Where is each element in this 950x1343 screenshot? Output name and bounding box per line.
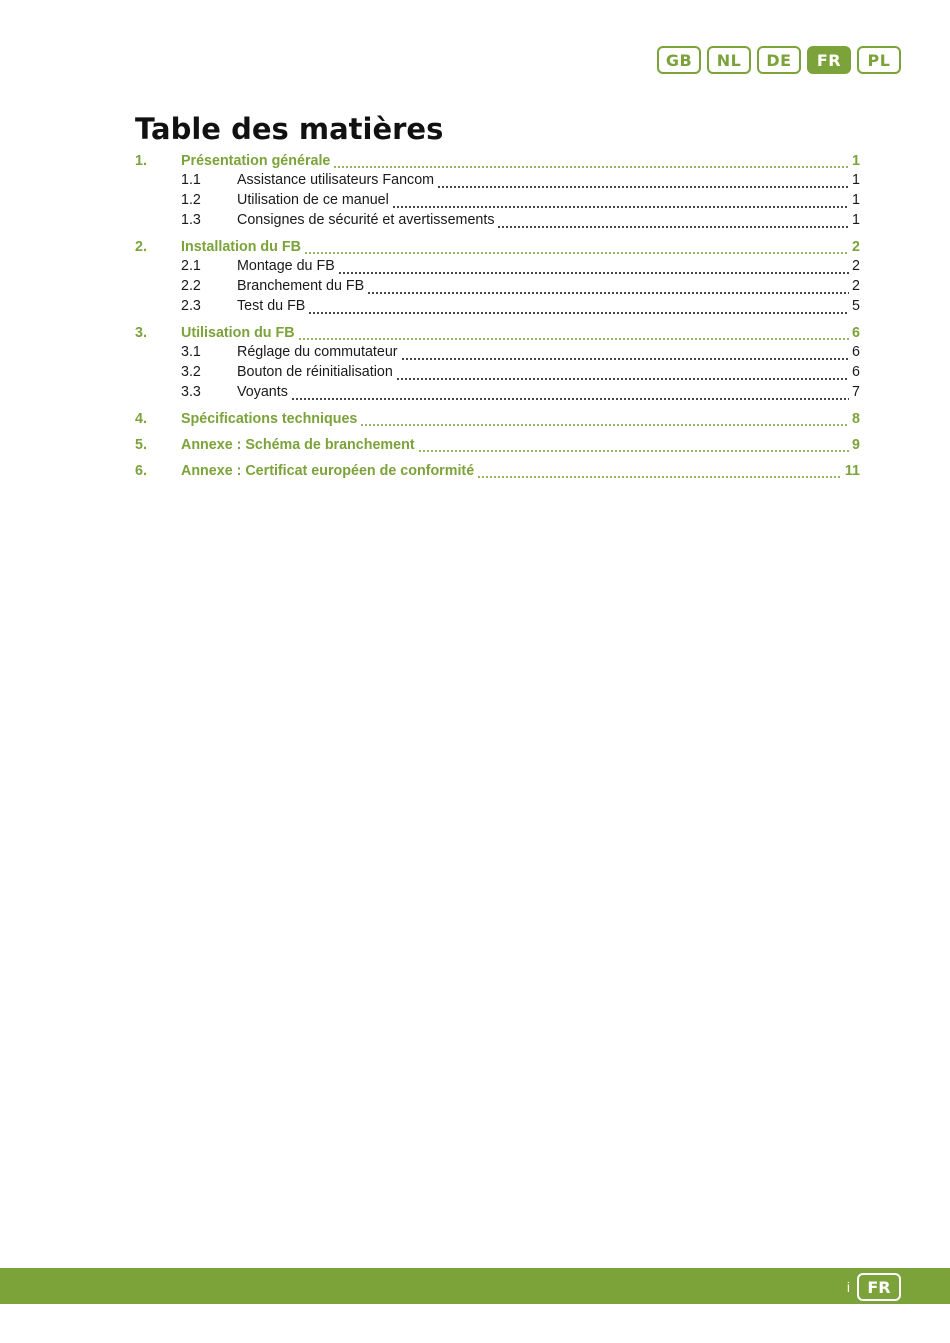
toc-entry-number: 2. — [135, 239, 147, 255]
toc-chapter-entry[interactable] — [135, 437, 860, 456]
toc-entry-number: 2.3 — [181, 298, 201, 314]
language-tab-de[interactable]: DE — [757, 46, 801, 74]
toc-entry-number: 2.1 — [181, 258, 201, 274]
footer-language-badge: FR — [857, 1273, 901, 1301]
toc-entry-title: Annexe : Schéma de branchement — [181, 437, 415, 453]
language-tab-gb[interactable]: GB — [657, 46, 701, 74]
dot-leader — [367, 281, 849, 295]
toc-entry-number: 1. — [135, 153, 147, 169]
toc-entry-title: Montage du FB — [237, 258, 335, 274]
toc-entry-page: 11 — [844, 463, 860, 479]
toc-entry-page: 8 — [852, 411, 860, 427]
footer-page-number: i — [846, 1279, 850, 1295]
toc-entry-title: Présentation générale — [181, 153, 331, 169]
language-tab-fr[interactable]: FR — [807, 46, 851, 74]
language-tab-pl[interactable]: PL — [857, 46, 901, 74]
toc-entry-page: 5 — [852, 298, 860, 314]
toc-entry-page: 7 — [852, 384, 860, 400]
dot-leader — [298, 327, 849, 341]
toc-entry-title: Assistance utilisateurs Fancom — [237, 172, 435, 188]
page-title: Table des matières — [135, 112, 444, 146]
toc-entry-page: 2 — [852, 278, 860, 294]
toc-entry-number: 3.1 — [181, 344, 201, 360]
toc-section-entry[interactable] — [135, 364, 860, 384]
toc-chapter-entry[interactable] — [135, 411, 860, 430]
toc-entry-title: Utilisation de ce manuel — [237, 192, 389, 208]
toc-entry-number: 3.3 — [181, 384, 201, 400]
toc-entry-title: Test du FB — [237, 298, 306, 314]
toc-chapter-entry[interactable] — [135, 153, 860, 172]
toc-entry-title: Consignes de sécurité et avertissements — [237, 212, 495, 228]
table-of-contents — [135, 153, 860, 482]
toc-section-entry[interactable] — [135, 298, 860, 318]
toc-entry-number: 1.3 — [181, 212, 201, 228]
toc-section-entry[interactable] — [135, 172, 860, 192]
dot-leader — [497, 215, 849, 229]
toc-entry-page: 1 — [852, 172, 860, 188]
toc-chapter-entry[interactable] — [135, 239, 860, 258]
toc-entry-title: Spécifications techniques — [181, 411, 358, 427]
toc-entry-page: 6 — [852, 344, 860, 360]
dot-leader — [360, 413, 849, 427]
dot-leader — [396, 367, 849, 381]
toc-entry-page: 6 — [852, 364, 860, 380]
toc-entry-title: Réglage du commutateur — [237, 344, 398, 360]
dot-leader — [291, 387, 849, 401]
dot-leader — [401, 347, 850, 361]
dot-leader — [304, 241, 849, 255]
toc-entry-page: 9 — [852, 437, 860, 453]
toc-section-entry[interactable] — [135, 344, 860, 364]
toc-entry-number: 3. — [135, 325, 147, 341]
toc-chapter-entry[interactable] — [135, 463, 860, 482]
toc-entry-page: 1 — [852, 153, 860, 169]
toc-entry-number: 6. — [135, 463, 147, 479]
toc-entry-title: Installation du FB — [181, 239, 301, 255]
language-tab-nl[interactable]: NL — [707, 46, 751, 74]
toc-chapter-entry[interactable] — [135, 325, 860, 344]
dot-leader — [418, 439, 849, 453]
toc-entry-title: Branchement du FB — [237, 278, 365, 294]
toc-entry-title: Voyants — [237, 384, 288, 400]
toc-entry-page: 1 — [852, 212, 860, 228]
toc-entry-number: 4. — [135, 411, 147, 427]
toc-entry-number: 5. — [135, 437, 147, 453]
toc-entry-number: 3.2 — [181, 364, 201, 380]
dot-leader — [477, 465, 842, 479]
toc-entry-page: 1 — [852, 192, 860, 208]
dot-leader — [333, 155, 849, 169]
toc-section-entry[interactable] — [135, 192, 860, 212]
toc-entry-page: 6 — [852, 325, 860, 341]
toc-entry-title: Annexe : Certificat européen de conformité — [181, 463, 475, 479]
toc-entry-page: 2 — [852, 239, 860, 255]
toc-entry-title: Utilisation du FB — [181, 325, 295, 341]
toc-section-entry[interactable] — [135, 212, 860, 232]
toc-entry-title: Bouton de réinitialisation — [237, 364, 393, 380]
toc-section-entry[interactable] — [135, 384, 860, 404]
toc-entry-number: 1.1 — [181, 172, 201, 188]
footer-band — [0, 1268, 950, 1304]
dot-leader — [338, 261, 849, 275]
dot-leader — [392, 195, 849, 209]
dot-leader — [308, 301, 849, 315]
language-selector — [657, 46, 901, 74]
toc-entry-number: 1.2 — [181, 192, 201, 208]
toc-entry-number: 2.2 — [181, 278, 201, 294]
dot-leader — [437, 175, 849, 189]
toc-section-entry[interactable] — [135, 278, 860, 298]
toc-entry-page: 2 — [852, 258, 860, 274]
toc-section-entry[interactable] — [135, 258, 860, 278]
